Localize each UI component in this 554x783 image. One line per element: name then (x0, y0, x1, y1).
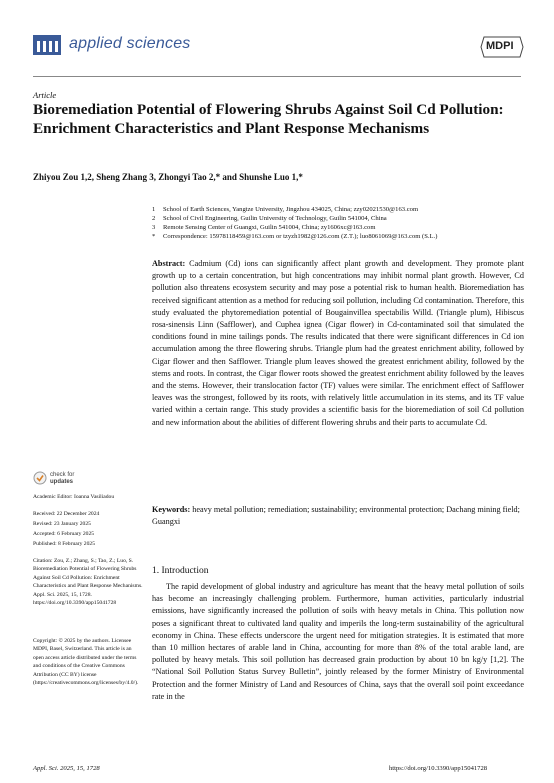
affiliation-2: 2 School of Civil Engineering, Guilin University of Technology, Guilin 541004, China (152, 215, 387, 222)
page-title: Bioremediation Potential of Flowering Shrubs Against Soil Cd Pollution: Enrichment Characteristics and Plant Response Mechanisms (33, 101, 504, 137)
mdpi-logo[interactable] (480, 36, 524, 58)
received-date: Received: 22 December 2024 (33, 511, 100, 517)
footer-citation: Appl. Sci. 2025, 15, 1728 (33, 765, 100, 772)
revised-date: Revised: 23 January 2025 (33, 521, 91, 527)
keywords (152, 504, 524, 528)
check-updates-button[interactable] (33, 468, 93, 488)
section-heading-introduction: 1. Introduction (152, 566, 209, 576)
abstract-text: Cadmium (Cd) ions can significantly affect plant growth and development. They promote plant growth up to a certain concentration, but high concentrations may inhibit normal plant growth. However, Cd pollution also threatens ecosystem security and may pose a potential risk to human health. Bioremediation has received significant attention as a method for reducing soil pollution, including Cd contamination. Therefore, this study evaluated the phytoremediation potential of Bougainvillea spectabilis Willd. (Triangle plum), Hibiscus rosa-sinensis Linn (Safflower), and Cuphea ignea (Cigar flower) in Cd-contaminated soil that simulated the conditions found in mine tailings ponds. The results indicated that there were significant differences in Cd ion accumulation among the three flowering shrubs. Triangle plum had the greatest enrichment ability, followed by Cigar flower and then Safflower. Triangle plum leaves showed the greatest enrichment ability, followed by the stems and roots. In contrast, the Cigar flower roots showed the greatest enrichment ability followed by the leaves and the stems. However, their translocation factor (TF) values were similar. The enrichment effect of Safflower leaves was the strongest, followed by its roots, with relatively little accumulation in its stems, and its TF value varied within a certain range. This study provides a scientific basis for the bioremediation of soil Cd pollution and new information about the abilities of different flowering shrubs and their parts to accumulate Cd. (152, 259, 525, 427)
keywords-text: heavy metal pollution; remediation; sustainability; environmental protection; Dachang mining field; Guangxi (152, 505, 520, 527)
journal-logo-icon (33, 35, 61, 55)
keywords-label: Keywords: (152, 505, 191, 514)
academic-editor: Academic Editor: Ioanna Vasiliadou (33, 494, 115, 500)
header-divider (33, 76, 521, 77)
check-updates-icon (33, 471, 47, 485)
introduction-paragraph: The rapid development of global industry and agriculture has meant that the heavy metal pollution of soils has become an increasingly challenging problem. Furthermore, human activities, particularly industrial emissions, have significantly increased the pollution of soils with heavy metals in China. This pollution now poses a significant threat to cultivated land quality and imperils the long-term sustainability of the agricultural economy in China. These effects underscore the urgent need for mitigation strategies. It is estimated that more than 10 million hectares of arable land in China, accounting for more than 8% of the total arable land, are polluted by heavy metals. This soil pollution has decreased grain production by about 10 bn kg/y [1,2]. The “National Soil Pollution Status Survey Bulletin”, jointly released by the former Ministry of Environmental Protection and the former Ministry of Land and Resources of China, says that the overall soil point exceedance rate in the (152, 582, 524, 701)
abstract-label: Abstract: (152, 259, 186, 268)
author-list: Zhiyou Zou 1,2, Sheng Zhang 3, Zhongyi Tao 2,* and Shunshe Luo 1,* (33, 172, 303, 182)
affiliation-1: 1 School of Earth Sciences, Yangtze University, Jingzhou 434025, China; zzy02021530@163.com (152, 206, 419, 213)
journal-name[interactable]: applied sciences (69, 35, 191, 52)
check-updates-line1: check for (50, 472, 75, 478)
article-type: Article (33, 90, 57, 100)
publisher-name: MDPI (486, 40, 514, 52)
check-updates-line2: updates (50, 479, 74, 485)
published-date: Published: 8 February 2025 (33, 541, 95, 547)
accepted-date: Accepted: 6 February 2025 (33, 531, 95, 537)
citation[interactable]: Citation: Zou, Z.; Zhang, S.; Tao, Z.; Luo, S. Bioremediation Potential of Flowering Shrubs Against Soil Cd Pollution: Enrichment Characteristics and Plant Response Mechanisms. Appl. Sci. 2025, 15, 1728. https://doi.org/10.3390/app15041728 (33, 558, 143, 607)
footer-doi-link[interactable]: https://doi.org/10.3390/app15041728 (389, 765, 488, 772)
abstract (152, 258, 524, 429)
correspondence: * Correspondence: 15978118459@163.com or tzyzh1982@126.com (Z.T.); luo8061069@163.com (S.L.) (152, 233, 438, 240)
affiliation-3: 3 Remote Sensing Center of Guangxi, Guilin 541004, China; zy1606xc@163.com (152, 224, 376, 231)
copyright[interactable]: Copyright: © 2025 by the authors. Licensee MDPI, Basel, Switzerland. This article is an open access article distributed under the terms and conditions of the Creative Commons Attribution (CC BY) license (https://creativecommons.org/licenses/by/4.0/). (33, 638, 139, 687)
